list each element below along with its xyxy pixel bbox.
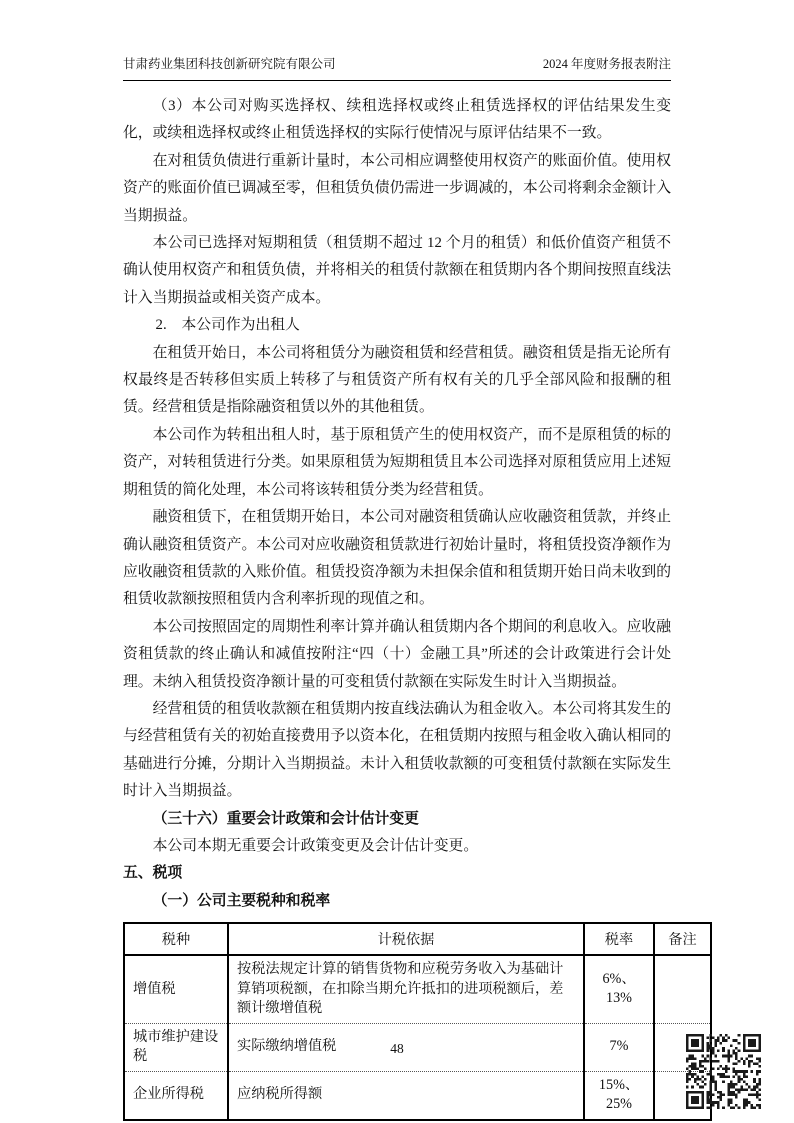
column-header-tax-basis: 计税依据: [228, 923, 584, 955]
cell-tax-basis: 应纳税所得额: [228, 1071, 584, 1120]
column-header-tax-type: 税种: [124, 923, 228, 955]
cell-tax-rate: 15%、25%: [584, 1071, 654, 1120]
cell-tax-basis: 实际缴纳增值税: [228, 1023, 584, 1071]
header-company-name: 甘肃药业集团科技创新研究院有限公司: [123, 57, 336, 71]
page-header: [123, 54, 671, 81]
table-header-row: [124, 923, 711, 955]
cell-tax-type: 增值税: [124, 955, 228, 1023]
paragraph-lease-classification: 在租赁开始日，本公司将租赁分为融资租赁和经营租赁。融资租赁是指无论所有权最终是否转移但实质上转移了与租赁资产所有权有关的几乎全部风险和报酬的租赁。经营租赁是指除融资租赁以外的其他租赁。: [123, 344, 671, 416]
paragraph-lease-liability-remeasure: 在对租赁负债进行重新计量时，本公司相应调整使用权资产的账面价值。使用权资产的账面价值已调减至零，但租赁负债仍需进一步调减的，本公司将剩余金额计入当期损益。: [123, 152, 671, 224]
cell-tax-rate: 7%: [584, 1023, 654, 1071]
column-header-note: 备注: [654, 923, 711, 955]
heading-main-taxes: （一）公司主要税种和税率: [152, 892, 331, 909]
heading-accounting-policy-change: （三十六）重要会计政策和会计估计变更: [152, 810, 419, 827]
heading-tax-section: 五、税项: [123, 865, 183, 882]
document-body: [123, 93, 697, 1121]
column-header-tax-rate: 税率: [584, 923, 654, 955]
paragraph-lessor-heading: 2. 本公司作为出租人: [155, 317, 300, 334]
header-doc-title: 2024 年度财务报表附注: [542, 57, 671, 71]
paragraph-finance-lease: 融资租赁下，在租赁期开始日，本公司对融资租赁确认应收融资租赁款，并终止确认融资租赁资产。本公司对应收融资租赁款进行初始计量时，将租赁投资净额作为应收融资租赁款的入账价值。租赁投资净额为未担保余值和租赁期开始日尚未收到的租赁收款额按照租赁内含利率折现的现值之和。: [123, 509, 671, 608]
cell-tax-type: 城市维护建设税: [124, 1023, 228, 1071]
paragraph-short-term-lease: 本公司已选择对短期租赁（租赁期不超过 12 个月的租赁）和低价值资产租赁不确认使用权资产和租赁负债，并将相关的租赁付款额在租赁期内各个期间按照直线法计入当期损益或相关资产成本。: [123, 235, 671, 306]
cell-tax-rate: 6%、13%: [584, 955, 654, 1023]
paragraph-sublease: 本公司作为转租出租人时，基于原租赁产生的使用权资产，而不是原租赁的标的资产，对转租赁进行分类。如果原租赁为短期租赁且本公司选择对原租赁应用上述短期租赁的简化处理，本公司将该转租赁分类为经营租赁。: [123, 426, 671, 498]
cell-tax-type: 企业所得税: [124, 1071, 228, 1120]
page-number: 48: [390, 1041, 404, 1056]
tax-rate-table: [123, 922, 712, 1121]
qr-code-icon: [686, 1034, 761, 1109]
paragraph-no-change: 本公司本期无重要会计政策变更及会计估计变更。: [152, 837, 479, 854]
cell-note: [654, 955, 711, 1023]
table-row-vat: [124, 955, 711, 1023]
paragraph-interest-income: 本公司按照固定的周期性利率计算并确认租赁期内各个期间的利息收入。应收融资租赁款的终止确认和减值按附注“四（十）金融工具”所述的会计政策进行会计处理。未纳入租赁投资净额计量的可变租赁付款额在实际发生时计入当期损益。: [123, 618, 671, 690]
paragraph-operating-lease-income: 经营租赁的租赁收款额在租赁期内按直线法确认为租金收入。本公司将其发生的与经营租赁有关的初始直接费用予以资本化，在租赁期内按照与租金收入确认相同的基础进行分摊，分期计入当期损益。未计入租赁收款额的可变租赁付款额在实际发生时计入当期损益。: [123, 700, 671, 800]
table-row-corporate-income: [124, 1071, 711, 1120]
cell-tax-basis: 按税法规定计算的销售货物和应税劳务收入为基础计算销项税额，在扣除当期允许抵扣的进项税额后，差额计缴增值税: [228, 955, 584, 1023]
paragraph-option-reassessment: （3）本公司对购买选择权、续租选择权或终止租赁选择权的评估结果发生变化，或续租选择权或终止租赁选择权的实际行使情况与原评估结果不一致。: [123, 98, 671, 142]
